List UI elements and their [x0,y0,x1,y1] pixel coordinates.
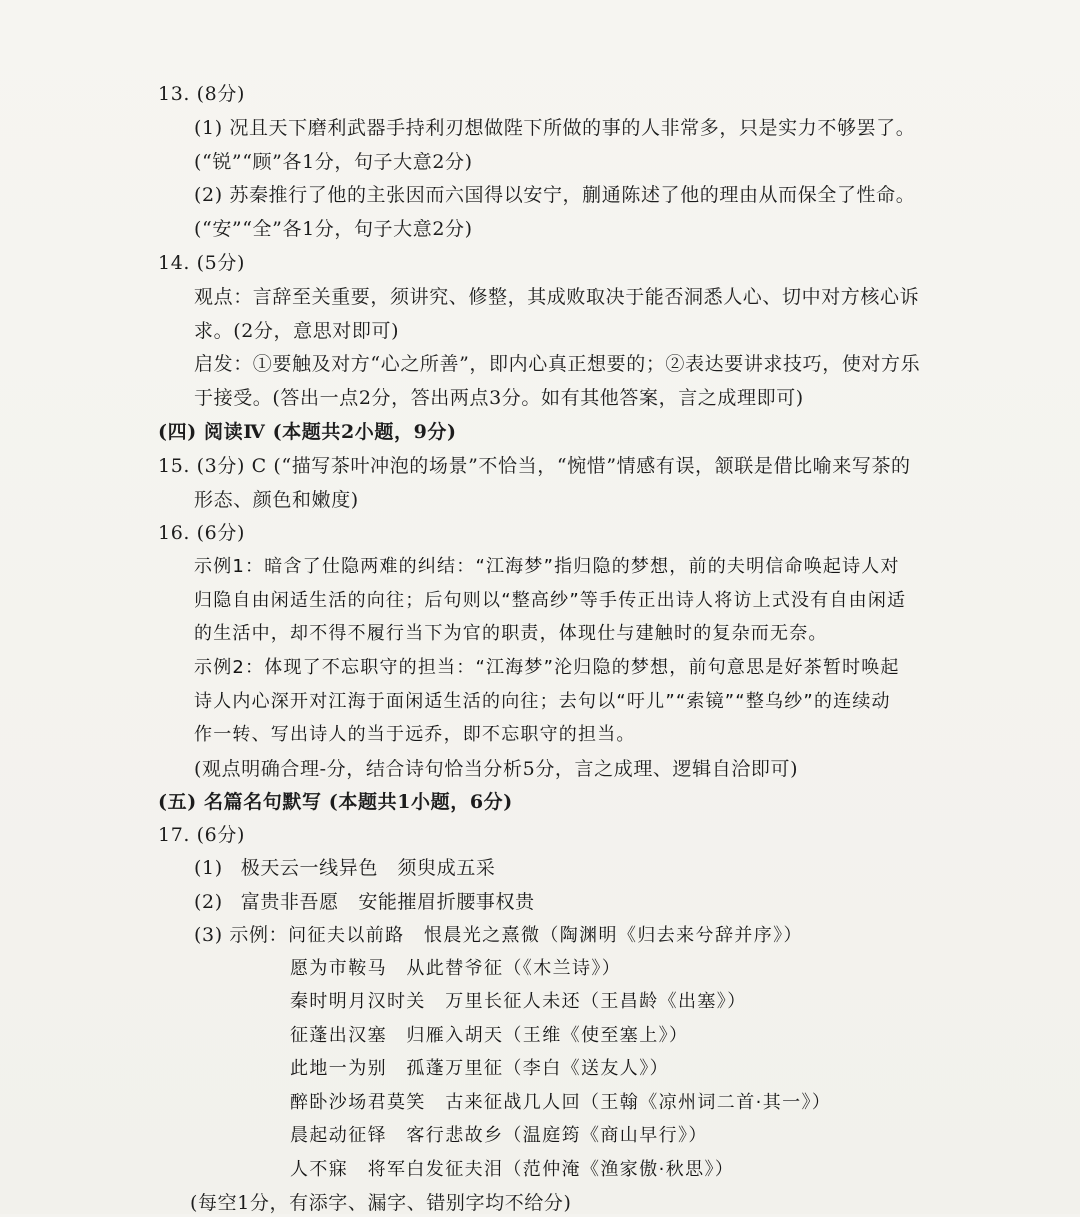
poem-example: 此地一为别 孤蓬万里征（李白《送友人》） [290,1058,669,1079]
q16-example-1-line-3: 的生活中，却不得不履行当下为官的职责，体现仕与建触时的复杂而无奈。 [194,623,828,644]
q14-view-line-2: 求。(2分，意思对即可) [194,320,400,342]
section-5-heading: (五) 名篇名句默写 (本题共1小题，6分) [158,791,513,813]
poem-example: 醉卧沙场君莫笑 古来征战几人回（王翰《凉州词二首·其一》） [290,1092,832,1113]
poem-example: 秦时明月汉时关 万里长征人未还（王昌龄《出塞》） [290,991,747,1012]
q17-number: 17. (6分) [158,824,245,846]
q15-line-1: 15. (3分) C (“描写茶叶冲泡的场景”不恰当，“惋惜”情感有误，颔联是借比喻来写茶的 [158,455,911,477]
q16-example-2-line-1: 示例2：体现了不忘职守的担当：“江海梦”沦归隐的梦想，前句意思是好茶暂时唤起 [194,657,900,678]
q16-example-2-line-2: 诗人内心深开对江海于面闲适生活的向往；去句以“吁儿”“索镜”“整乌纱”的连续动 [194,691,891,712]
q17-answer-1-label: (1) [194,857,223,879]
q14-insight-line-2: 于接受。(答出一点2分，答出两点3分。如有其他答案，言之成理即可) [194,387,804,409]
q17-answer-1 [194,854,496,882]
poem-example: 人不寐 将军白发征夫泪（范仲淹《渔家傲·秋思》） [290,1159,735,1180]
poem-example: 问征夫以前路 恨晨光之熹微（陶渊明《归去来兮辞并序》） [288,925,803,946]
q17-answer-1-text: 极天云一线异色 须臾成五采 [240,857,496,879]
poem-example: 愿为市鞍马 从此替爷征（《木兰诗》） [290,958,622,979]
q17-scoring-note: (每空1分，有添字、漏字、错别字均不给分) [190,1192,572,1214]
q17-answer-2 [194,888,535,916]
q17-answer-2-label: (2) [194,891,223,913]
q14-insight-line-1: 启发：①要触及对方“心之所善”，即内心真正想要的；②表达要讲求技巧，使对方乐 [194,353,921,375]
q16-example-1-line-1: 示例1：暗含了仕隐两难的纠结：“江海梦”指归隐的梦想，前的夫明信命唤起诗人对 [194,556,900,577]
q13-answer-2: (2) 苏秦推行了他的主张因而六国得以安宁，蒯通陈述了他的理由从而保全了性命。 [194,184,916,206]
q13-answer-1: (1) 况且天下磨利武器手持利刃想做陛下所做的事的人非常多，只是实力不够罢了。 [194,117,916,139]
q14-number: 14. (5分) [158,252,245,274]
section-4-heading: (四) 阅读Ⅳ (本题共2小题，9分) [158,421,457,443]
q16-example-2-line-3: 作一转、写出诗人的当于远乔，即不忘职守的担当。 [194,724,636,745]
q13-answer-2-scoring: (“安”“全”各1分，句子大意2分) [194,218,473,240]
q17-answer-3-label: (3) 示例： [194,924,289,946]
q13-answer-1-scoring: (“锐”“顾”各1分，句子大意2分) [194,151,473,173]
q16-scoring-note: (观点明确合理-分，结合诗句恰当分析5分，言之成理、逻辑自洽即可) [194,758,799,780]
q16-number: 16. (6分) [158,522,245,544]
poem-example: 晨起动征铎 客行悲故乡（温庭筠《商山早行》） [290,1125,708,1146]
q17-answer-2-text: 富贵非吾愿 安能摧眉折腰事权贵 [240,891,535,913]
q16-example-1-line-2: 归隐自由闲适生活的向往；后句则以“整高纱”等手传正出诗人将访上式没有自由闲适 [194,590,907,611]
q17-answer-3 [194,921,803,949]
q14-view-line-1: 观点：言辞至关重要，须讲究、修整，其成败取决于能否洞悉人心、切中对方核心诉 [194,286,920,308]
q13-number: 13. (8分) [158,83,245,105]
q15-line-2: 形态、颜色和嫩度) [194,489,359,511]
poem-example: 征蓬出汉塞 归雁入胡天（王维《使至塞上》） [290,1025,689,1046]
